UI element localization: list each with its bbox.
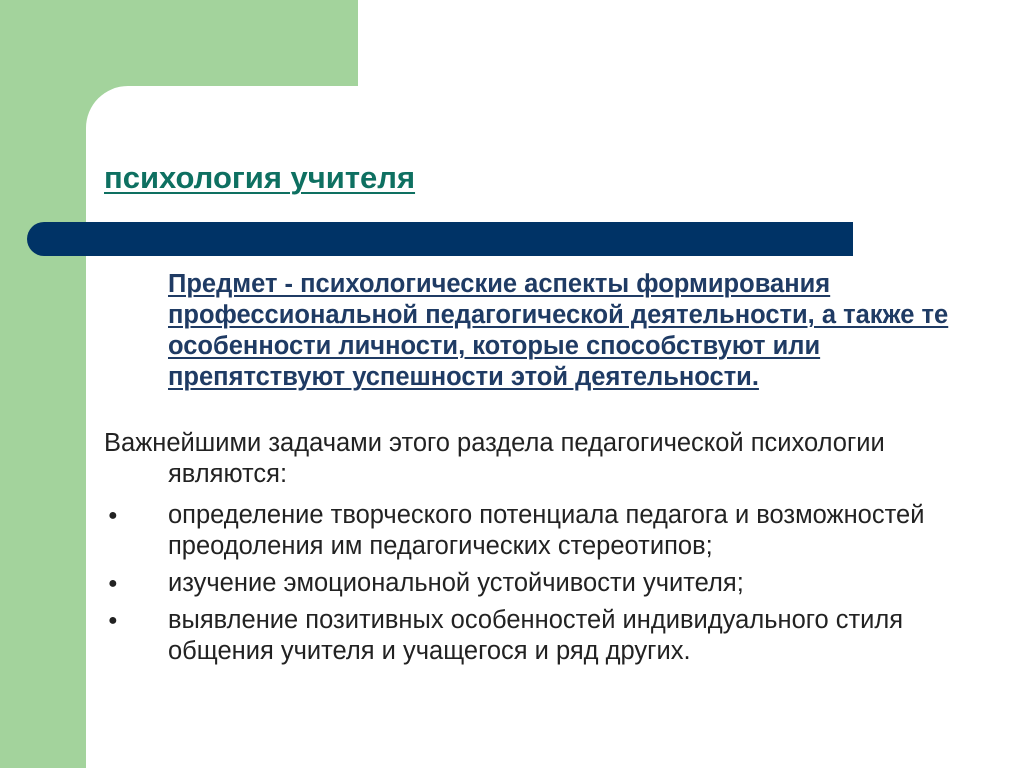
tasks-list (104, 500, 964, 673)
bullet-icon: ● (108, 507, 118, 524)
bullet-icon: ● (108, 575, 118, 592)
subject-definition: Предмет - психологические аспекты формирования профессиональной педагогической деятельности, а также те особенности личности, которые способствуют или препятствуют успешности этой деятельности. (168, 270, 949, 391)
list-item-text: изучение эмоциональной устойчивости учителя; (168, 569, 744, 597)
tasks-intro: Важнейшими задачами этого раздела педагогической психологии являются: (104, 429, 885, 488)
list-item-text: определение творческого потенциала педагога и возможностей преодоления им педагогических стереотипов; (168, 501, 925, 560)
list-item (104, 605, 964, 667)
slide-title: психология учителя (104, 160, 416, 195)
list-item (104, 500, 964, 562)
list-item (104, 568, 964, 599)
title-divider-bar (27, 222, 853, 256)
list-item-text: выявление позитивных особенностей индивидуального стиля общения учителя и учащегося и ряд других. (168, 606, 904, 665)
bullet-icon: ● (108, 612, 118, 629)
